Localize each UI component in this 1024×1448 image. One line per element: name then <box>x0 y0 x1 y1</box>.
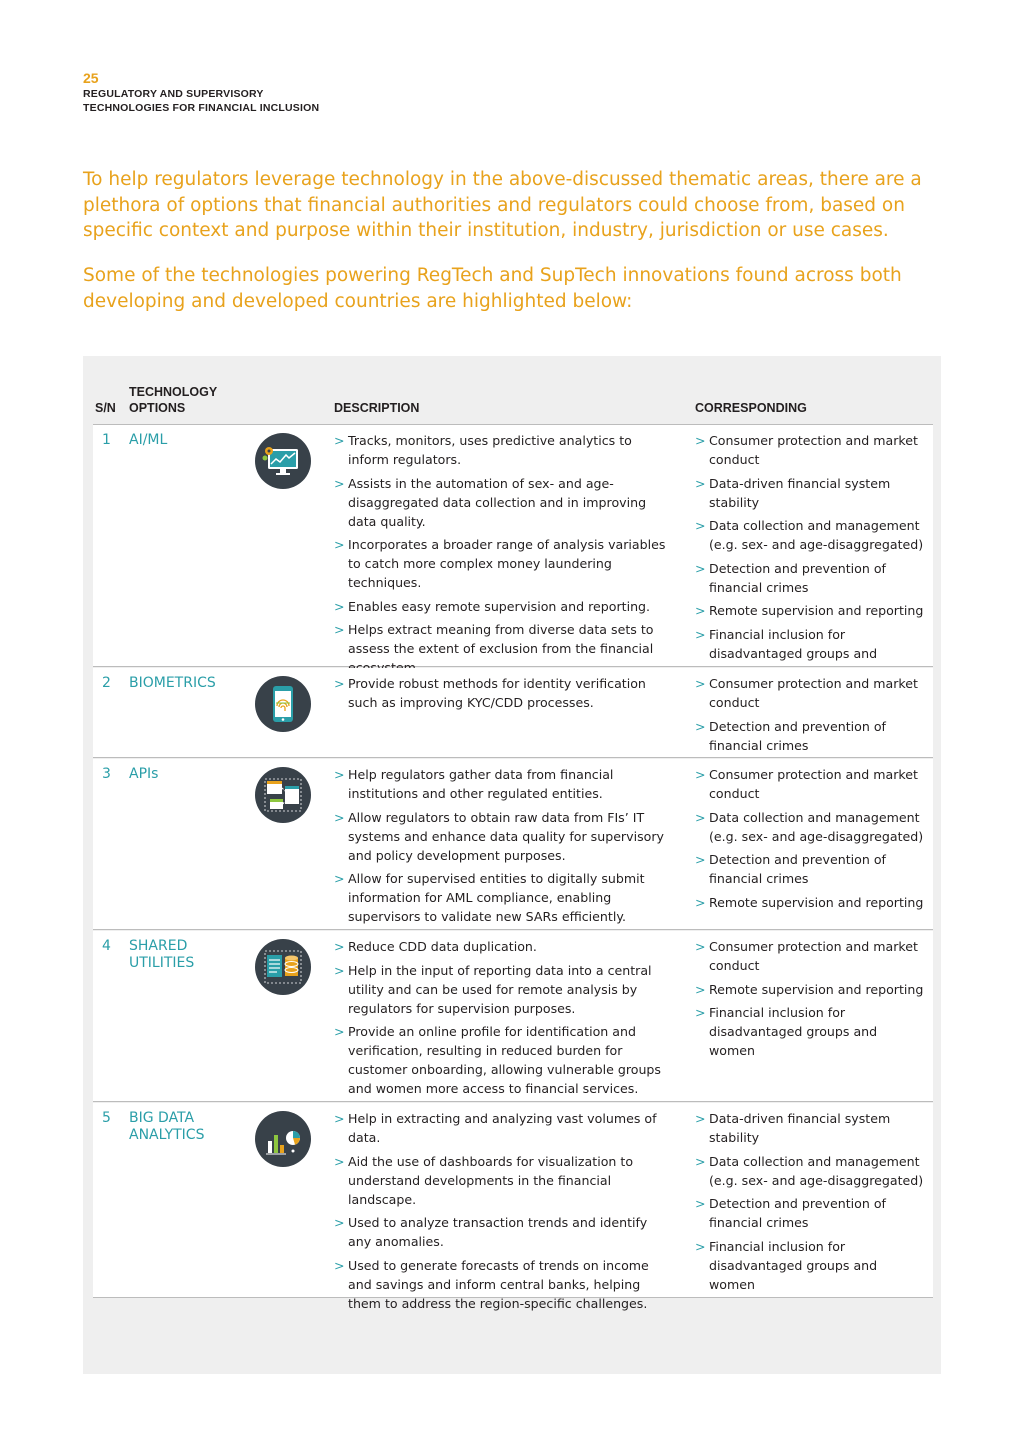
corresponding-item: > Remote supervision and reporting <box>695 980 927 999</box>
corresponding-item: > Detection and prevention of financial crimes <box>695 717 927 755</box>
document-database-icon <box>255 939 311 995</box>
header-technology-options: TECHNOLOGY OPTIONS <box>129 385 217 415</box>
technology-name: SHARED UTILITIES <box>129 938 195 971</box>
monitor-chart-gear-icon <box>255 433 311 489</box>
technology-name: APIs <box>129 766 159 782</box>
intro-paragraph-2: Some of the technologies powering RegTech and SupTech innovations found across both developing and developed countries are highlighted below: <box>83 265 902 312</box>
corresponding-item: > Detection and prevention of financial crimes <box>695 850 927 888</box>
corresponding-item: > Detection and prevention of financial crimes <box>695 559 927 597</box>
header-corresponding: CORRESPONDING <box>695 401 807 415</box>
row-number: 5 <box>102 1110 111 1126</box>
corresponding-list <box>695 431 927 686</box>
description-list <box>334 765 674 931</box>
description-item: > Provide an online profile for identification and verification, resulting in reduced burden for customer onboarding, allowing vulnerable groups and women more access to financial services. <box>334 1022 674 1098</box>
technology-name: BIOMETRICS <box>129 675 216 691</box>
row-number: 1 <box>102 432 111 448</box>
corresponding-item: > Financial inclusion for disadvantaged groups and women <box>695 1237 927 1294</box>
corresponding-item: > Data collection and management (e.g. sex- and age-disaggregated) <box>695 1152 927 1190</box>
corresponding-item: > Data-driven financial system stability <box>695 474 927 512</box>
description-item: > Help regulators gather data from financial institutions and other regulated entities. <box>334 765 674 803</box>
description-list <box>334 674 674 717</box>
table-row <box>93 425 933 667</box>
corresponding-item: > Data collection and management (e.g. sex- and age-disaggregated) <box>695 516 927 554</box>
table-row <box>93 759 933 930</box>
connected-windows-icon <box>255 767 311 823</box>
page-number: 25 <box>83 70 99 86</box>
description-item: > Assists in the automation of sex- and age-disaggregated data collection and in improving data quality. <box>334 474 674 531</box>
description-item: > Aid the use of dashboards for visualization to understand developments in the financial landscape. <box>334 1152 674 1209</box>
corresponding-list <box>695 765 927 916</box>
corresponding-list <box>695 937 927 1065</box>
description-list <box>334 1109 674 1317</box>
description-item: > Used to generate forecasts of trends on income and savings and inform central banks, helping them to address the region-specific challenges. <box>334 1256 674 1313</box>
corresponding-item: > Consumer protection and market conduct <box>695 431 927 469</box>
description-item: > Allow regulators to obtain raw data from FIs’ IT systems and enhance data quality for supervisory and policy development purposes. <box>334 808 674 865</box>
table-row <box>93 1103 933 1311</box>
table-row <box>93 668 933 758</box>
intro-paragraph-1: To help regulators leverage technology in the above-discussed thematic areas, there are a plethora of options that financial authorities and regulators could choose from, based on specific context and purpose within their institution, industry, jurisdiction or use cases. <box>83 169 922 241</box>
corresponding-item: > Data collection and management (e.g. sex- and age-disaggregated) <box>695 808 927 846</box>
corresponding-item: > Financial inclusion for disadvantaged groups and women <box>695 1003 927 1060</box>
description-item: > Help in extracting and analyzing vast volumes of data. <box>334 1109 674 1147</box>
row-number: 2 <box>102 675 111 691</box>
corresponding-item: > Consumer protection and market conduct <box>695 674 927 712</box>
description-item: > Enables easy remote supervision and reporting. <box>334 597 674 616</box>
corresponding-item: > Detection and prevention of financial crimes <box>695 1194 927 1232</box>
running-header-line-2: TECHNOLOGIES FOR FINANCIAL INCLUSION <box>83 102 320 114</box>
description-list <box>334 937 674 1103</box>
corresponding-item: > Remote supervision and reporting <box>695 601 927 620</box>
description-item: > Help in the input of reporting data into a central utility and can be used for remote analysis by regulators for supervision purposes. <box>334 961 674 1018</box>
running-header-line-1: REGULATORY AND SUPERVISORY <box>83 88 264 100</box>
phone-fingerprint-icon <box>255 676 311 732</box>
description-item: > Tracks, monitors, uses predictive analytics to inform regulators. <box>334 431 674 469</box>
technology-name: BIG DATA ANALYTICS <box>129 1110 205 1143</box>
table-header <box>93 380 933 425</box>
bar-pie-chart-icon <box>255 1111 311 1167</box>
header-description: DESCRIPTION <box>334 401 420 415</box>
description-item: > Allow for supervised entities to digitally submit information for AML compliance, enabling supervisors to validate new SARs efficiently. <box>334 869 674 926</box>
description-item: > Incorporates a broader range of analysis variables to catch more complex money laundering techniques. <box>334 535 674 592</box>
description-item: > Reduce CDD data duplication. <box>334 937 674 956</box>
corresponding-item: > Consumer protection and market conduct <box>695 765 927 803</box>
description-item: > Provide robust methods for identity verification such as improving KYC/CDD processes. <box>334 674 674 712</box>
corresponding-item: > Financial inclusion for disadvantaged groups and <box>695 625 927 682</box>
row-number: 4 <box>102 938 111 954</box>
description-list <box>334 431 674 682</box>
header-sn: S/N <box>95 401 116 415</box>
corresponding-list <box>695 1109 927 1298</box>
description-item: > Used to analyze transaction trends and identify any anomalies. <box>334 1213 674 1251</box>
corresponding-item: > Data-driven financial system stability <box>695 1109 927 1147</box>
description-item: > Helps extract meaning from diverse data sets to assess the extent of exclusion from the financial <box>334 620 674 677</box>
corresponding-list <box>695 674 927 759</box>
corresponding-item: > Remote supervision and reporting <box>695 893 927 912</box>
table-row <box>93 931 933 1102</box>
row-number: 3 <box>102 766 111 782</box>
technology-name: AI/ML <box>129 432 168 448</box>
corresponding-item: > Consumer protection and market conduct <box>695 937 927 975</box>
